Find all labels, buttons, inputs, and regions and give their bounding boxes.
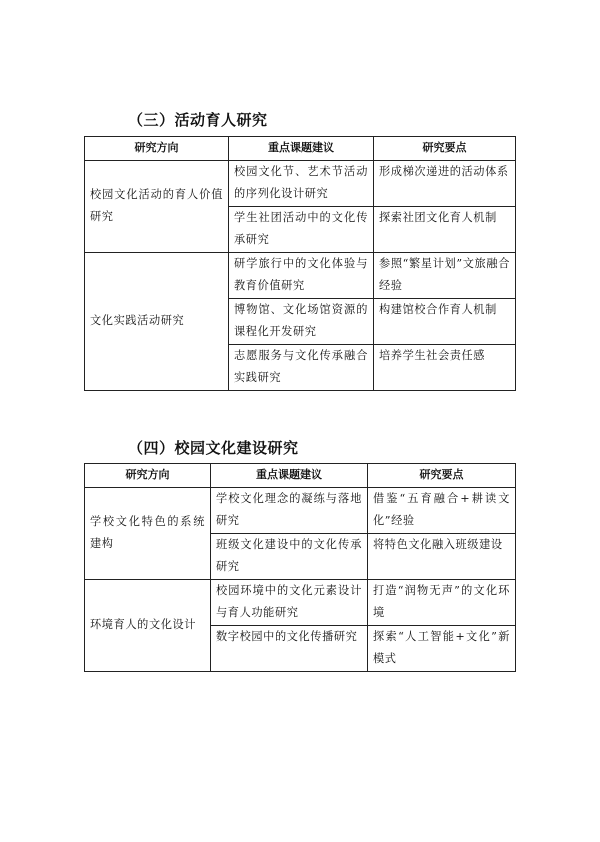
research-table [84, 136, 516, 391]
point-cell: 探索社团文化育人机制 [374, 206, 516, 252]
table-row [85, 579, 516, 625]
research-table [84, 463, 516, 672]
direction-cell: 环境育人的文化设计 [85, 579, 211, 671]
point-cell: 构建馆校合作育人机制 [374, 298, 516, 344]
topic-cell: 学生社团活动中的文化传承研究 [229, 206, 374, 252]
direction-cell: 学校文化特色的系统建构 [85, 487, 211, 579]
header-direction: 研究方向 [85, 137, 229, 161]
point-cell: 探索“人工智能+文化”新模式 [368, 625, 516, 671]
topic-cell: 志愿服务与文化传承融合实践研究 [229, 344, 374, 390]
topic-cell: 学校文化理念的凝练与落地研究 [211, 487, 368, 533]
topic-cell: 校园环境中的文化元素设计与育人功能研究 [211, 579, 368, 625]
table-header-row [85, 137, 516, 161]
header-point: 研究要点 [374, 137, 516, 161]
point-cell: 借鉴“五育融合+耕读文化”经验 [368, 487, 516, 533]
section-heading: （四）校园文化建设研究 [128, 439, 299, 457]
header-point: 研究要点 [368, 464, 516, 488]
topic-cell: 校园文化节、艺术节活动的序列化设计研究 [229, 160, 374, 206]
section-heading: （三）活动育人研究 [128, 111, 268, 129]
point-cell: 培养学生社会责任感 [374, 344, 516, 390]
header-direction: 研究方向 [85, 464, 211, 488]
header-topic: 重点课题建议 [229, 137, 374, 161]
point-cell: 打造“润物无声”的文化环境 [368, 579, 516, 625]
topic-cell: 班级文化建设中的文化传承研究 [211, 533, 368, 579]
header-topic: 重点课题建议 [211, 464, 368, 488]
table-row [85, 160, 516, 206]
point-cell: 参照“繁星计划”文旅融合经验 [374, 252, 516, 298]
table-header-row [85, 464, 516, 488]
point-cell: 形成梯次递进的活动体系 [374, 160, 516, 206]
topic-cell: 数字校园中的文化传播研究 [211, 625, 368, 671]
table-row [85, 487, 516, 533]
table-row [85, 252, 516, 298]
topic-cell: 研学旅行中的文化体验与教育价值研究 [229, 252, 374, 298]
topic-cell: 博物馆、文化场馆资源的课程化开发研究 [229, 298, 374, 344]
direction-cell: 校园文化活动的育人价值研究 [85, 160, 229, 252]
direction-cell: 文化实践活动研究 [85, 252, 229, 390]
point-cell: 将特色文化融入班级建设 [368, 533, 516, 579]
